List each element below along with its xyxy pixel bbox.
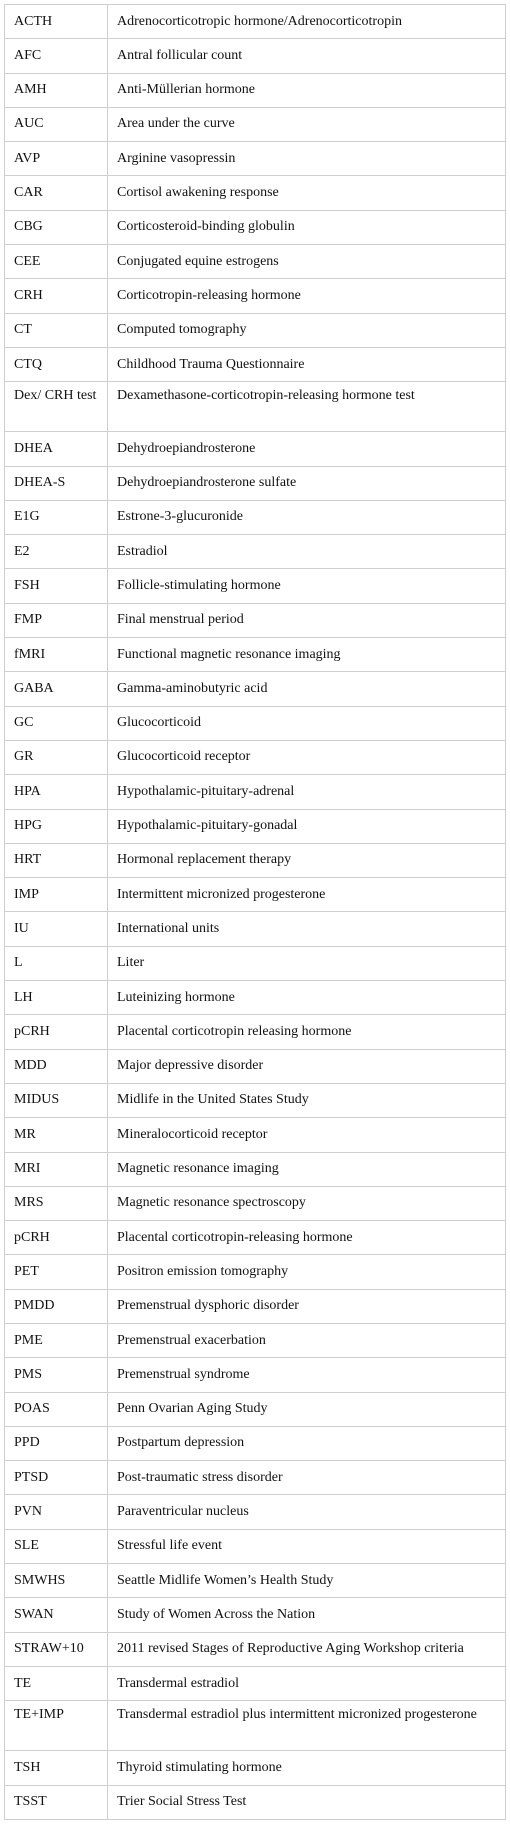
definition-cell: Hormonal replacement therapy <box>108 843 506 877</box>
abbreviation-cell: TE+IMP <box>5 1701 108 1751</box>
abbreviation-cell: GR <box>5 740 108 774</box>
table-row <box>5 1083 506 1117</box>
definition-cell: Positron emission tomography <box>108 1255 506 1289</box>
abbreviation-cell: CBG <box>5 210 108 244</box>
abbreviation-cell: PMS <box>5 1358 108 1392</box>
table-row <box>5 912 506 946</box>
definition-cell: 2011 revised Stages of Reproductive Aging Workshop criteria <box>108 1632 506 1666</box>
definition-cell: Corticosteroid-binding globulin <box>108 210 506 244</box>
definition-cell: Paraventricular nucleus <box>108 1495 506 1529</box>
definition-cell: Stressful life event <box>108 1529 506 1563</box>
definition-cell: Antral follicular count <box>108 39 506 73</box>
definition-cell: Midlife in the United States Study <box>108 1083 506 1117</box>
definition-cell: Glucocorticoid <box>108 706 506 740</box>
table-row <box>5 279 506 313</box>
table-row <box>5 1289 506 1323</box>
abbreviation-cell: GC <box>5 706 108 740</box>
table-row <box>5 210 506 244</box>
abbreviation-cell: TSH <box>5 1751 108 1785</box>
definition-cell: Seattle Midlife Women’s Health Study <box>108 1564 506 1598</box>
abbreviation-cell: CAR <box>5 176 108 210</box>
definition-cell: Post-traumatic stress disorder <box>108 1461 506 1495</box>
definition-cell: Dexamethasone-corticotropin-releasing hormone test <box>108 382 506 432</box>
abbreviation-cell: Dex/ CRH test <box>5 382 108 432</box>
table-row <box>5 1598 506 1632</box>
table-row <box>5 1666 506 1700</box>
abbreviation-cell: AMH <box>5 73 108 107</box>
table-row <box>5 535 506 569</box>
table-row <box>5 1392 506 1426</box>
table-row <box>5 39 506 73</box>
definition-cell: Follicle-stimulating hormone <box>108 569 506 603</box>
abbreviation-cell: CTQ <box>5 347 108 381</box>
definition-cell: International units <box>108 912 506 946</box>
definition-cell: Final menstrual period <box>108 603 506 637</box>
definition-cell: Magnetic resonance imaging <box>108 1152 506 1186</box>
definition-cell: Childhood Trauma Questionnaire <box>108 347 506 381</box>
abbreviation-cell: CEE <box>5 245 108 279</box>
table-row <box>5 809 506 843</box>
definition-cell: Estradiol <box>108 535 506 569</box>
table-row <box>5 638 506 672</box>
definition-cell: Computed tomography <box>108 313 506 347</box>
abbreviation-cell: HPG <box>5 809 108 843</box>
definition-cell: Arginine vasopressin <box>108 142 506 176</box>
abbreviation-cell: HRT <box>5 843 108 877</box>
table-row <box>5 1015 506 1049</box>
abbreviation-cell: MDD <box>5 1049 108 1083</box>
abbreviation-cell: TE <box>5 1666 108 1700</box>
abbreviation-cell: HPA <box>5 775 108 809</box>
definition-cell: Glucocorticoid receptor <box>108 740 506 774</box>
abbreviation-cell: LH <box>5 981 108 1015</box>
abbreviation-cell: fMRI <box>5 638 108 672</box>
table-row <box>5 740 506 774</box>
table-row <box>5 1564 506 1598</box>
definition-cell: Cortisol awakening response <box>108 176 506 210</box>
table-row <box>5 382 506 432</box>
definition-cell: Magnetic resonance spectroscopy <box>108 1186 506 1220</box>
table-row <box>5 347 506 381</box>
abbreviation-cell: POAS <box>5 1392 108 1426</box>
abbreviation-cell: MR <box>5 1118 108 1152</box>
abbreviation-cell: CRH <box>5 279 108 313</box>
definition-cell: Liter <box>108 946 506 980</box>
table-row <box>5 843 506 877</box>
definition-cell: Placental corticotropin-releasing hormone <box>108 1221 506 1255</box>
abbreviation-cell: SLE <box>5 1529 108 1563</box>
abbreviation-cell: GABA <box>5 672 108 706</box>
table-row <box>5 5 506 39</box>
table-row <box>5 1255 506 1289</box>
table-row <box>5 1049 506 1083</box>
abbreviation-cell: MRS <box>5 1186 108 1220</box>
table-row <box>5 142 506 176</box>
definition-cell: Adrenocorticotropic hormone/Adrenocorticotropin <box>108 5 506 39</box>
definition-cell: Area under the curve <box>108 107 506 141</box>
abbreviation-cell: PVN <box>5 1495 108 1529</box>
table-row <box>5 107 506 141</box>
table-row <box>5 1152 506 1186</box>
definition-cell: Gamma-aminobutyric acid <box>108 672 506 706</box>
abbreviation-cell: MIDUS <box>5 1083 108 1117</box>
abbreviations-table-body <box>5 5 506 1820</box>
table-row <box>5 432 506 466</box>
abbreviation-cell: ACTH <box>5 5 108 39</box>
definition-cell: Mineralocorticoid receptor <box>108 1118 506 1152</box>
abbreviation-cell: PPD <box>5 1426 108 1460</box>
abbreviation-cell: AUC <box>5 107 108 141</box>
table-row <box>5 706 506 740</box>
definition-cell: Trier Social Stress Test <box>108 1785 506 1819</box>
abbreviation-cell: SMWHS <box>5 1564 108 1598</box>
definition-cell: Major depressive disorder <box>108 1049 506 1083</box>
abbreviation-cell: PTSD <box>5 1461 108 1495</box>
table-row <box>5 1461 506 1495</box>
table-row <box>5 569 506 603</box>
abbreviation-cell: IMP <box>5 878 108 912</box>
definition-cell: Hypothalamic-pituitary-gonadal <box>108 809 506 843</box>
table-row <box>5 1221 506 1255</box>
table-row <box>5 1358 506 1392</box>
definition-cell: Premenstrual syndrome <box>108 1358 506 1392</box>
abbreviation-cell: MRI <box>5 1152 108 1186</box>
abbreviation-cell: FMP <box>5 603 108 637</box>
table-row <box>5 775 506 809</box>
abbreviation-cell: SWAN <box>5 1598 108 1632</box>
abbreviation-cell: PET <box>5 1255 108 1289</box>
definition-cell: Study of Women Across the Nation <box>108 1598 506 1632</box>
definition-cell: Functional magnetic resonance imaging <box>108 638 506 672</box>
table-row <box>5 1632 506 1666</box>
definition-cell: Premenstrual dysphoric disorder <box>108 1289 506 1323</box>
table-row <box>5 466 506 500</box>
definition-cell: Hypothalamic-pituitary-adrenal <box>108 775 506 809</box>
table-row <box>5 313 506 347</box>
definition-cell: Transdermal estradiol plus intermittent micronized progesterone <box>108 1701 506 1751</box>
table-row <box>5 1426 506 1460</box>
abbreviation-cell: PMDD <box>5 1289 108 1323</box>
abbreviations-table <box>4 4 506 1820</box>
table-row <box>5 603 506 637</box>
definition-cell: Luteinizing hormone <box>108 981 506 1015</box>
table-row <box>5 981 506 1015</box>
table-row <box>5 878 506 912</box>
abbreviation-cell: FSH <box>5 569 108 603</box>
definition-cell: Anti-Müllerian hormone <box>108 73 506 107</box>
abbreviation-cell: AFC <box>5 39 108 73</box>
table-row <box>5 1186 506 1220</box>
abbreviation-cell: pCRH <box>5 1221 108 1255</box>
abbreviation-cell: AVP <box>5 142 108 176</box>
table-row <box>5 73 506 107</box>
table-row <box>5 1118 506 1152</box>
definition-cell: Postpartum depression <box>108 1426 506 1460</box>
definition-cell: Thyroid stimulating hormone <box>108 1751 506 1785</box>
definition-cell: Intermittent micronized progesterone <box>108 878 506 912</box>
definition-cell: Penn Ovarian Aging Study <box>108 1392 506 1426</box>
abbreviation-cell: CT <box>5 313 108 347</box>
table-row <box>5 672 506 706</box>
abbreviation-cell: TSST <box>5 1785 108 1819</box>
table-row <box>5 176 506 210</box>
definition-cell: Transdermal estradiol <box>108 1666 506 1700</box>
abbreviation-cell: DHEA <box>5 432 108 466</box>
definition-cell: Dehydroepiandrosterone <box>108 432 506 466</box>
abbreviation-cell: IU <box>5 912 108 946</box>
table-row <box>5 1323 506 1357</box>
table-row <box>5 1495 506 1529</box>
abbreviation-cell: E2 <box>5 535 108 569</box>
table-row <box>5 1785 506 1819</box>
table-row <box>5 1701 506 1751</box>
definition-cell: Conjugated equine estrogens <box>108 245 506 279</box>
definition-cell: Estrone-3-glucuronide <box>108 500 506 534</box>
abbreviation-cell: L <box>5 946 108 980</box>
table-row <box>5 1751 506 1785</box>
abbreviation-cell: STRAW+10 <box>5 1632 108 1666</box>
abbreviation-cell: E1G <box>5 500 108 534</box>
table-row <box>5 1529 506 1563</box>
definition-cell: Placental corticotropin releasing hormone <box>108 1015 506 1049</box>
definition-cell: Corticotropin-releasing hormone <box>108 279 506 313</box>
definition-cell: Premenstrual exacerbation <box>108 1323 506 1357</box>
table-row <box>5 245 506 279</box>
table-row <box>5 946 506 980</box>
table-row <box>5 500 506 534</box>
abbreviation-cell: pCRH <box>5 1015 108 1049</box>
definition-cell: Dehydroepiandrosterone sulfate <box>108 466 506 500</box>
abbreviation-cell: PME <box>5 1323 108 1357</box>
abbreviation-cell: DHEA-S <box>5 466 108 500</box>
